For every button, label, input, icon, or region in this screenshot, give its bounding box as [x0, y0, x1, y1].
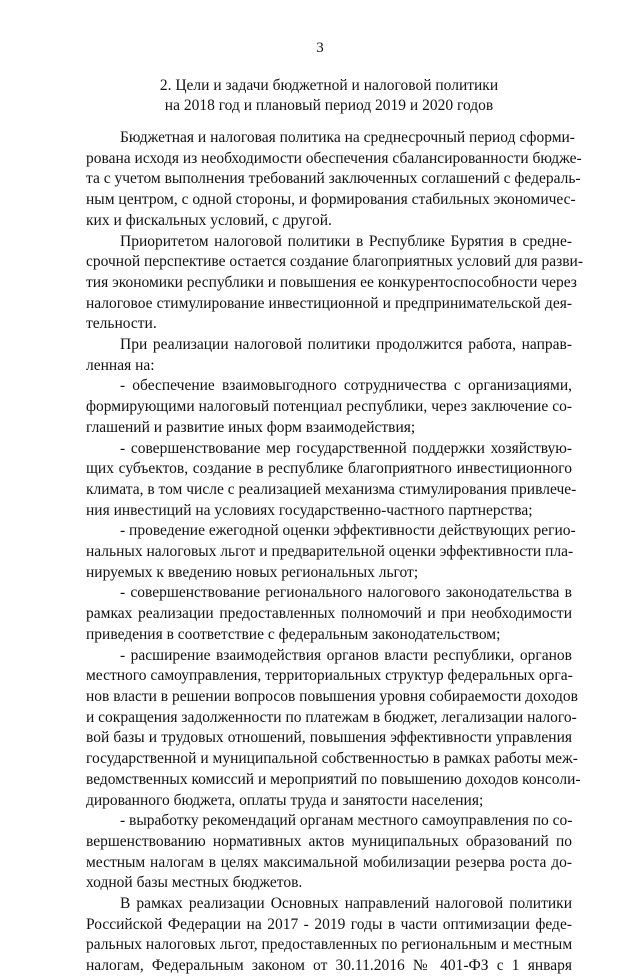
- paragraph-line: Бюджетная и налоговая политика на среднесрочный период сформи-: [120, 129, 575, 146]
- paragraph-line: ведомственных комиссий и мероприятий по повышению доходов консоли-: [86, 770, 581, 788]
- paragraph-line: вершенствованию нормативных актов муниципальных образований по: [86, 832, 572, 850]
- paragraph-line: В рамках реализации Основных направлений налоговой политики: [120, 895, 572, 913]
- paragraph-line: нируемых к введению новых региональных льгот;: [86, 563, 419, 581]
- paragraph-line: ких и фискальных условий, с другой.: [86, 211, 332, 229]
- paragraph-line: Приоритетом налоговой политики в Республике Бурятия в средне-: [120, 232, 572, 250]
- paragraph-line: - обеспечение взаимовыгодного сотрудничества с организациями,: [120, 377, 572, 395]
- paragraph: [86, 646, 581, 812]
- paragraph-line: вой базы и трудовых отношений, повышения эффективности управления: [86, 729, 572, 747]
- heading-line: на 2018 год и плановый период 2019 и 2020 годов: [164, 97, 494, 114]
- paragraph-line: ходной базы местных бюджетов.: [86, 874, 303, 892]
- paragraph-line: ным центром, с одной стороны, и формирования стабильных экономичес-: [86, 191, 576, 209]
- paragraph-line: климата, в том числе с реализацией механизма стимулирования привлече-: [86, 480, 577, 498]
- paragraph-line: налоговое стимулирование инвестиционной и предпринимательской дея-: [86, 294, 572, 312]
- paragraph-line: срочной перспективе остается создание благоприятных условий для разви-: [86, 253, 583, 271]
- paragraph-line: - расширение взаимодействия органов власти республики, органов: [120, 646, 572, 664]
- paragraph-line: При реализации налоговой политики продолжится работа, направ-: [120, 336, 572, 354]
- paragraph-line: рамках реализации предоставленных полномочий и при необходимости: [86, 605, 572, 623]
- paragraph: [86, 128, 582, 232]
- paragraph-line: и сокращения задолженности по платежам в бюджет, легализации налого-: [86, 708, 577, 726]
- paragraph-line: налогам, Федеральным законом от 30.11.2016 № 401-ФЗ с 1 января: [86, 957, 572, 975]
- paragraph: [86, 521, 576, 583]
- paragraph-line: глашений и развитие иных форм взаимодействия;: [86, 418, 416, 436]
- paragraph-line: местного самоуправления, территориальных структур федеральных орга-: [86, 667, 573, 685]
- paragraph-line: - проведение ежегодной оценки эффективности действующих регио-: [120, 522, 576, 540]
- paragraph: [86, 335, 572, 376]
- paragraph-line: тельности.: [86, 315, 157, 333]
- paragraph-line: приведения в соответствие с федеральным законодательством;: [86, 625, 501, 643]
- paragraph: [86, 811, 572, 894]
- body-text: [86, 128, 583, 977]
- paragraph: [86, 583, 572, 645]
- paragraph-line: ния инвестиций на условиях государственно-частного партнерства;: [86, 501, 533, 519]
- paragraph-line: ленная на:: [86, 356, 155, 374]
- heading-line: 2. Цели и задачи бюджетной и налоговой политики: [159, 77, 499, 94]
- paragraph-line: нальных налоговых льгот и предварительной оценки эффективности пла-: [86, 543, 574, 561]
- paragraph: [86, 894, 572, 977]
- paragraph: [86, 232, 583, 336]
- paragraph-line: тия экономики республики и повышения ее конкурентоспособности через: [86, 273, 577, 291]
- paragraph-line: щих субъектов, создание в республике благоприятного инвестиционного: [86, 460, 572, 478]
- paragraph-line: та с учетом выполнения требований заключенных соглашений с федераль-: [86, 170, 581, 188]
- paragraph: [86, 376, 572, 438]
- page-number: 3: [316, 40, 324, 56]
- paragraph: [86, 439, 577, 522]
- paragraph-line: формирующими налоговый потенциал республики, через заключение со-: [86, 398, 572, 416]
- paragraph-line: - совершенствование регионального налогового законодательства в: [120, 584, 572, 602]
- paragraph-line: нов власти в решении вопросов повышения уровня собираемости доходов: [86, 687, 578, 705]
- paragraph-line: государственной и муниципальной собственностью в рамках работы меж-: [86, 750, 578, 768]
- paragraph-line: Российской Федерации на 2017 - 2019 годы в части оптимизации феде-: [86, 915, 572, 933]
- paragraph-line: рована исходя из необходимости обеспечения сбалансированности бюдже-: [86, 149, 582, 167]
- paragraph-line: дированного бюджета, оплаты труда и занятости населения;: [86, 791, 484, 809]
- paragraph-line: - выработку рекомендаций органам местного самоуправления по со-: [120, 812, 573, 830]
- paragraph-line: ральных налоговых льгот, предоставленных по региональным и местным: [86, 936, 573, 954]
- paragraph-line: местным налогам в целях максимальной мобилизации резерва роста до-: [86, 853, 572, 871]
- section-heading: [86, 76, 572, 116]
- paragraph-line: - совершенствование мер государственной поддержки хозяйствую-: [120, 439, 572, 457]
